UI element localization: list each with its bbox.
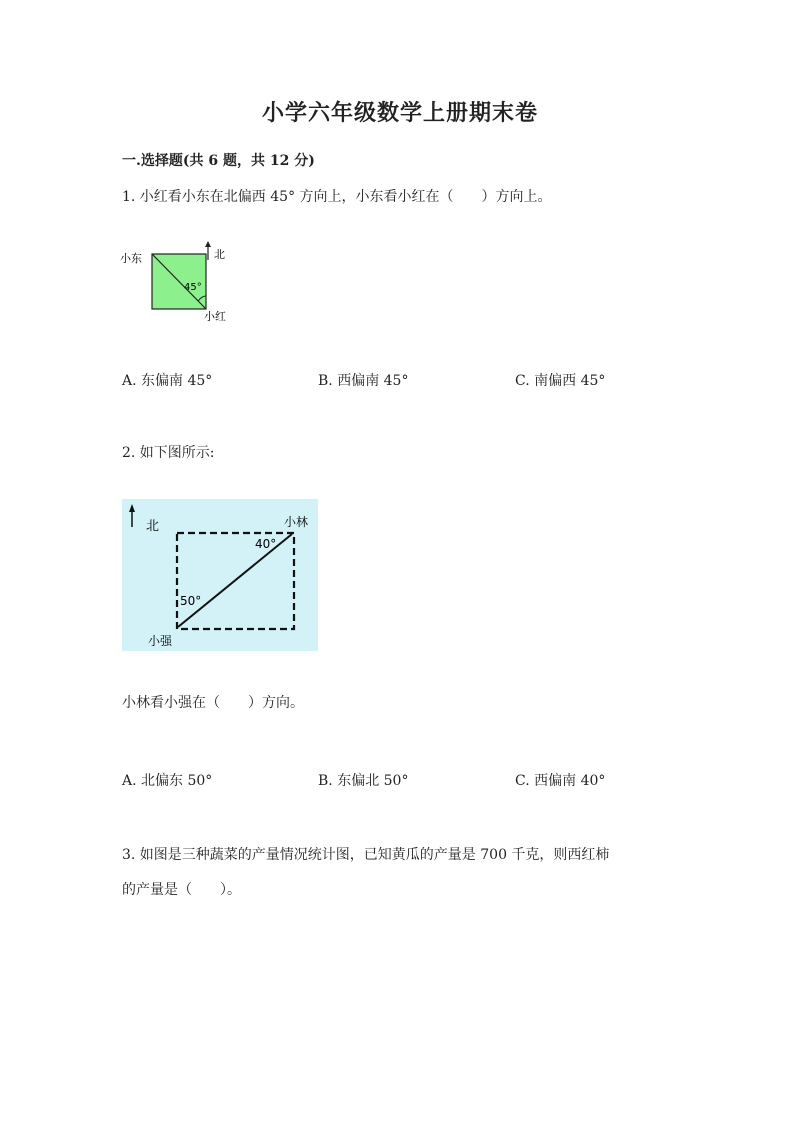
- question-1-text: 1. 小红看小东在北偏西 45° 方向上，小东看小红在（ ）方向上。: [122, 189, 552, 205]
- label-xiaohong: 小红: [204, 310, 226, 323]
- label-angle-40: 40°: [255, 537, 277, 551]
- question-3-text-line-1: 3. 如图是三种蔬菜的产量情况统计图，已知黄瓜的产量是 700 千克，则西红柿: [122, 847, 610, 863]
- question-2-figure: [122, 499, 318, 651]
- question-2-text: 2. 如下图所示:: [122, 445, 215, 461]
- page-title: 小学六年级数学上册期末卷: [261, 100, 538, 126]
- question-2-option-a[interactable]: A. 北偏东 50°: [122, 773, 213, 789]
- question-1-option-b[interactable]: B. 西偏南 45°: [318, 373, 409, 389]
- section-heading: 一.选择题(共 6 题，共 12 分): [122, 153, 315, 169]
- question-2-option-c[interactable]: C. 西偏南 40°: [515, 773, 606, 789]
- label-xiaolin: 小林: [284, 515, 309, 529]
- label-xiaodong: 小东: [120, 252, 142, 265]
- question-1-option-a[interactable]: A. 东偏南 45°: [122, 373, 213, 389]
- question-3-text-line-2: 的产量是（ ）。: [122, 882, 241, 898]
- question-2-prompt: 小林看小强在（ ）方向。: [122, 695, 304, 711]
- label-north: 北: [146, 519, 160, 534]
- north-arrow-head-icon: [205, 241, 211, 247]
- label-angle-45: 45°: [184, 282, 202, 293]
- label-xiaoqiang: 小强: [148, 634, 173, 648]
- label-angle-50: 50°: [180, 594, 202, 608]
- question-1-option-c[interactable]: C. 南偏西 45°: [515, 373, 606, 389]
- question-2-option-b[interactable]: B. 东偏北 50°: [318, 773, 409, 789]
- question-1-figure: [118, 240, 238, 325]
- label-north: 北: [214, 248, 225, 261]
